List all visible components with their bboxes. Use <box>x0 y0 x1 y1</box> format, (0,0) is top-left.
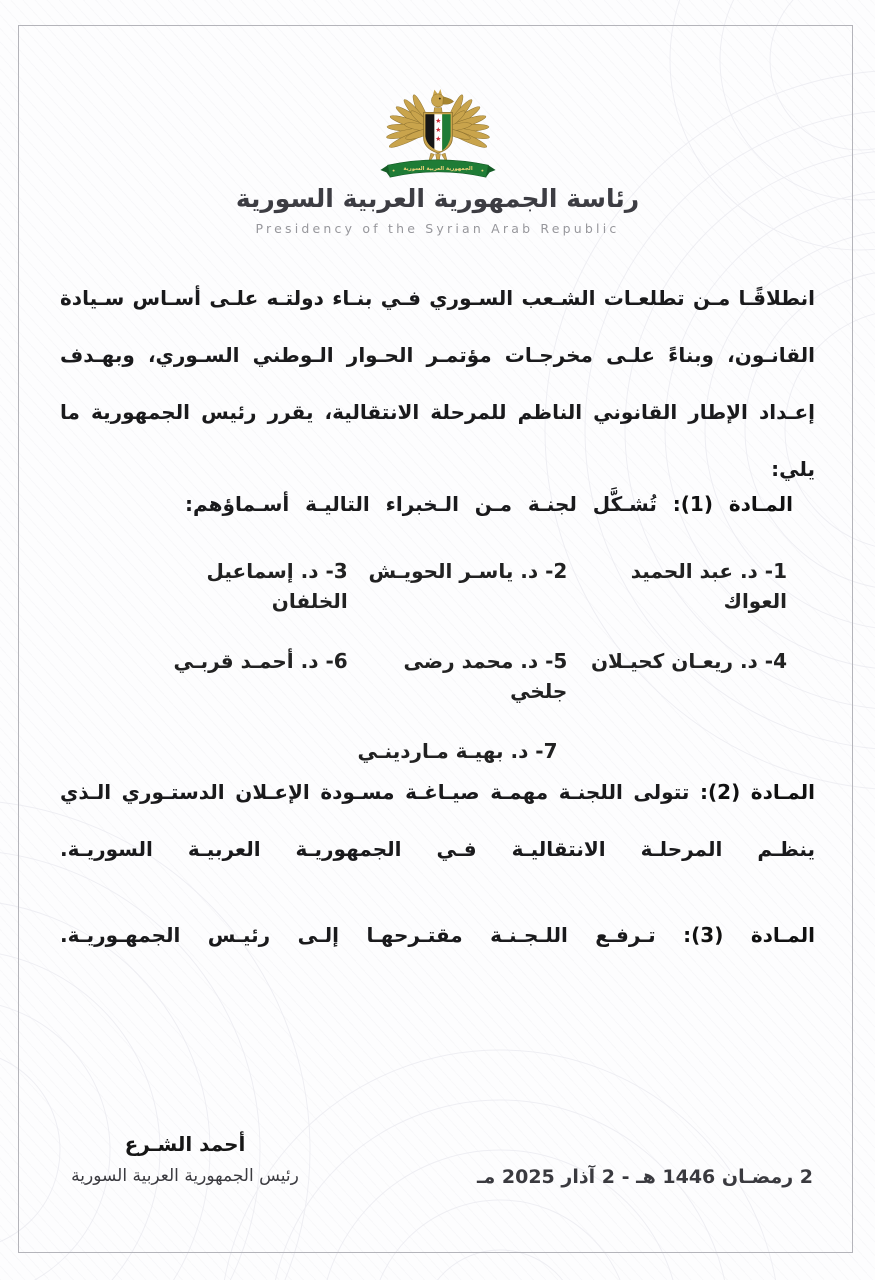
article-1-text: تُشـكَّل لجنـة مـن الـخبراء التاليـة أسـماؤهم: <box>185 492 657 516</box>
member-item: 3- د. إسماعيل الخلفان <box>206 559 348 613</box>
decree-date: 2 رمضـان 1446 هـ - 2 آذار 2025 مـ <box>477 1166 813 1188</box>
article-2-heading: المـادة (2): <box>700 780 815 804</box>
emblem-ribbon <box>380 160 495 177</box>
member-item: 4- د. ريعـان كحيـلان <box>590 649 787 673</box>
article-3 <box>60 920 815 950</box>
member-item: 2- د. ياسـر الحويـش <box>368 559 568 583</box>
article-3-text: تـرفـع اللـجـنـة مقتـرحهـا إلـى رئيـس الجمهـوريـة. <box>60 923 656 947</box>
syrian-eagle-emblem <box>372 82 504 186</box>
article-1 <box>185 489 793 519</box>
article-3-heading: المـادة (3): <box>683 923 816 947</box>
org-title-english: Presidency of the Syrian Arab Republic <box>255 221 620 236</box>
signatory-name: أحمد الشـرع <box>124 1132 246 1156</box>
article-2 <box>60 764 815 878</box>
signature-block <box>70 1132 300 1186</box>
emblem-shield <box>423 112 452 153</box>
member-item: 1- د. عبد الحميد العواك <box>630 559 787 613</box>
article-1-heading: المـادة (1): <box>672 492 794 516</box>
member-item: 6- د. أحمـد قربـي <box>173 649 348 673</box>
signatory-title: رئيس الجمهورية العربية السورية <box>71 1166 299 1186</box>
preamble-paragraph: انطلاقًـا مـن تطلعـات الشـعب السـوري فـي بنـاء دولتـه علـى أسـاس سـيادة القانـون، وبناءً علـى مخرجـات مؤتمـر الحـوار الـوطني السـوري، وبهـدف إعـداد الإطار القانوني الناظم للمرحلة الانتقالية، يقرر رئيس الجمهورية ما يلي: <box>60 286 815 481</box>
member-item: 5- د. محمد رضى جلخي <box>403 649 568 703</box>
emblem-container <box>372 82 504 186</box>
article-2-text: تتولى اللجنـة مهمـة صيـاغـة مسـودة الإعـلان الدستـوري الـذي ينظـم المرحلـة الانتقاليـة فـي الجمهوريـة العربيـة السوريـة. <box>60 780 815 861</box>
member-item: 7- د. بهيـة مـاردينـي <box>357 739 558 763</box>
ribbon-text: الجمهورية العربية السورية <box>402 166 473 172</box>
org-title-arabic: رئاسة الجمهورية العربية السورية <box>235 184 640 213</box>
committee-members-list <box>128 556 787 766</box>
